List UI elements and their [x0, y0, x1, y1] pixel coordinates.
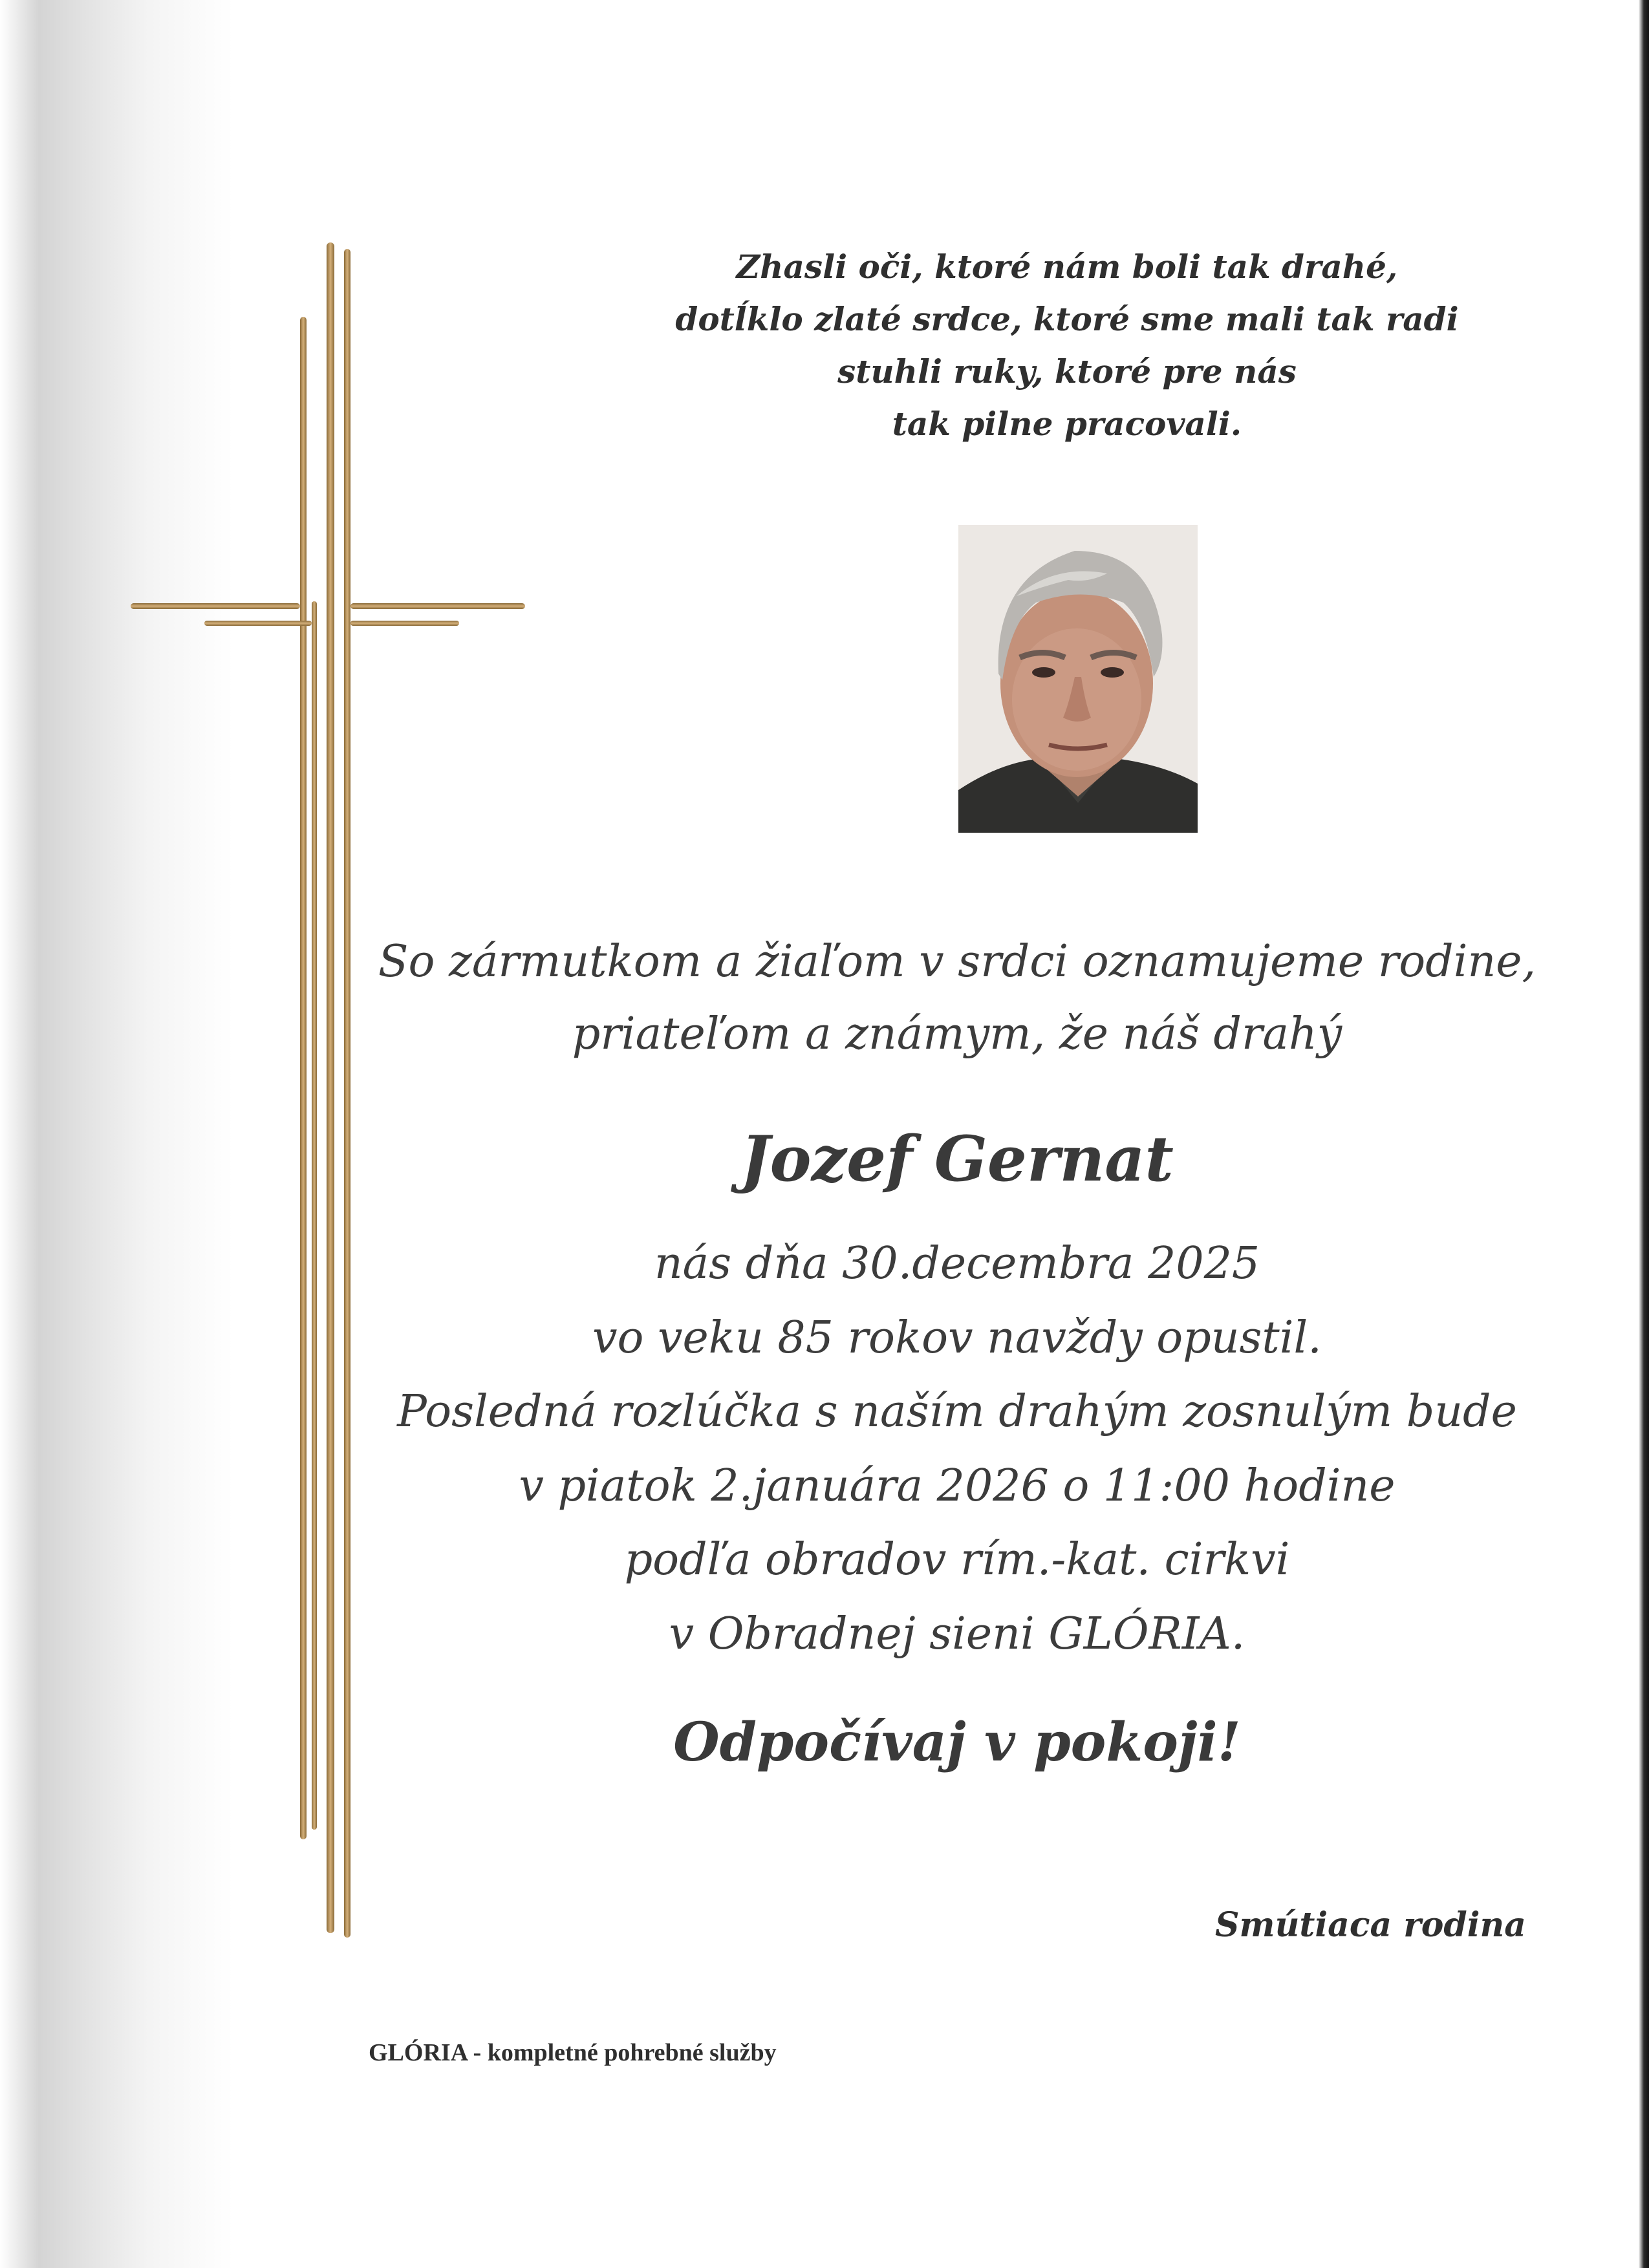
- verse-line: Zhasli oči, ktoré nám boli tak drahé,: [736, 248, 1398, 286]
- verse-line: tak pilne pracovali.: [892, 405, 1242, 443]
- announcement-line: So zármutkom a žiaľom v srdci oznamujeme rodine,: [378, 936, 1536, 987]
- announcement-line: priateľom a známym, že náš drahý: [572, 1009, 1342, 1060]
- verse-line: dotĺklo zlaté srdce, ktoré sme mali tak radi: [675, 300, 1459, 338]
- memorial-verse: [647, 241, 1487, 450]
- signature-family: Smútiaca rodina: [1215, 1905, 1526, 1945]
- details-line: v piatok 2.januára 2026 o 11:00 hodine: [519, 1460, 1396, 1512]
- details-line: v Obradnej sieni GLÓRIA.: [669, 1608, 1245, 1660]
- rest-in-peace-text: Odpočívaj v pokoji!: [673, 1711, 1241, 1773]
- verse-line: stuhli ruky, ktoré pre nás: [837, 352, 1297, 390]
- funeral-details: [336, 1227, 1578, 1671]
- deceased-name: Jozef Gernat: [740, 1122, 1174, 1195]
- details-line: vo veku 85 rokov navždy opustil.: [592, 1312, 1322, 1364]
- announcement-text: [336, 926, 1578, 1071]
- page-edge: [1639, 0, 1649, 2268]
- footer-company: GLÓRIA - kompletné pohrebné služby: [369, 2039, 777, 2066]
- details-line: podľa obradov rím.-kat. cirkvi: [624, 1534, 1290, 1585]
- details-line: Posledná rozlúčka s naším drahým zosnulým bude: [397, 1386, 1517, 1437]
- portrait-photo: [958, 525, 1198, 833]
- details-line: nás dňa 30.decembra 2025: [654, 1238, 1260, 1289]
